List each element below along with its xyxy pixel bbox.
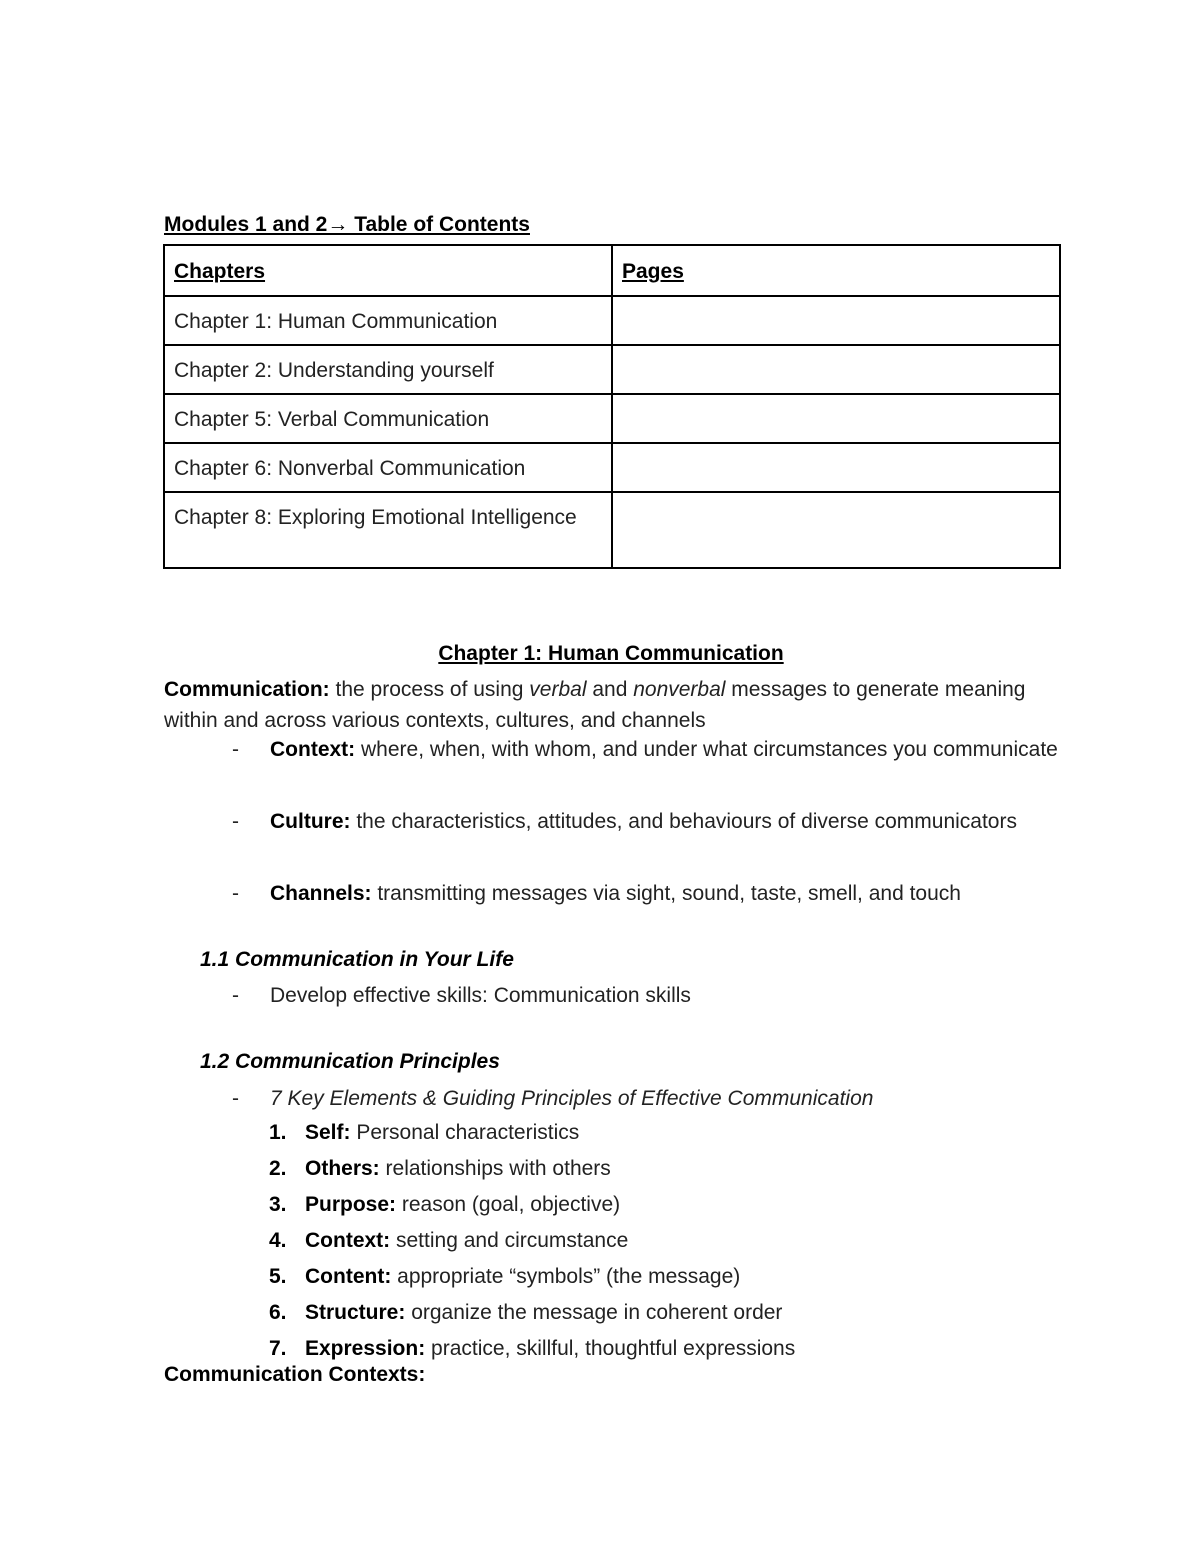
dash-bullet: - — [232, 738, 239, 761]
chapter-title: Chapter 1: Human Communication — [438, 642, 784, 665]
toc-chapter-cell: Chapter 6: Nonverbal Communication — [164, 443, 612, 492]
toc-chapter-cell: Chapter 5: Verbal Communication — [164, 394, 612, 443]
toc-row — [164, 345, 1060, 394]
numbered-item: 6. Structure: organize the message in coherent order — [269, 1301, 783, 1324]
toc-page-cell — [612, 394, 1060, 443]
numbered-item: 1. Self: Personal characteristics — [269, 1121, 580, 1144]
dash-bullet: - — [232, 984, 239, 1007]
toc-page-cell — [612, 296, 1060, 345]
document-page: Modules 1 and 2→ Table of Contents Chapters Pages Chapter 1: Human Communication Chapter 2: Understanding yourself Chapter 5: Verbal Communication Chapter 6: Nonverbal Communication Chapter 8: Exploring Emotional Intelligence Chapter 1: Human Communication Communication: the process of using verbal and nonverbal messages to generate meaning within and across various contexts, cultures, and channels - Context: where, when, with whom, and under what circumstances you communicate - Culture: the characteristics, attitudes, and behaviours of diverse communicators - Channels: transmitting messages via sight, sound, taste, smell, and touch 1.1 Communication in Your Life - Develop effective skills: Communication skills 1.2 Communication Principles - 7 Key Elements & Guiding Principles of Effective Communication 1. Self: Personal characteristics 2. Others: relationships with others 3. Purpose: reason (goal, objective) 4. Context: setting and circumstance 5. Content: appropriate “symbols” (the message) 6. Structure: organize the message in coherent order 7. Expression: practice, skillful, thoughtful expressions Communication Contexts: — [0, 0, 1200, 1553]
toc-row — [164, 492, 1060, 568]
toc-row — [164, 443, 1060, 492]
section-heading-1-1: 1.1 Communication in Your Life — [200, 948, 514, 971]
numbered-item: 5. Content: appropriate “symbols” (the message) — [269, 1265, 741, 1288]
toc-header-row — [164, 245, 1060, 296]
toc-page-cell — [612, 345, 1060, 394]
toc-chapter-cell: Chapter 2: Understanding yourself — [164, 345, 612, 394]
toc-page-cell — [612, 492, 1060, 568]
communication-definition: Communication: the process of using verbal and nonverbal messages to generate meaning within and across various contexts, cultures, and channels — [164, 678, 1026, 732]
dash-bullet: - — [232, 882, 239, 905]
toc-heading: Modules 1 and 2→ Table of Contents — [164, 213, 530, 236]
dash-bullet: - — [232, 810, 239, 833]
toc-chapter-cell: Chapter 1: Human Communication — [164, 296, 612, 345]
emphasis-verbal: verbal — [529, 678, 587, 701]
toc-page-cell — [612, 443, 1060, 492]
toc-chapter-cell: Chapter 8: Exploring Emotional Intelligence — [164, 492, 612, 568]
toc-row — [164, 296, 1060, 345]
numbered-item: 3. Purpose: reason (goal, objective) — [269, 1193, 621, 1216]
numbered-item: 2. Others: relationships with others — [269, 1157, 611, 1180]
toc-row — [164, 394, 1060, 443]
section-heading-1-2: 1.2 Communication Principles — [200, 1050, 500, 1073]
dash-bullet: - — [232, 1087, 239, 1110]
communication-contexts-heading: Communication Contexts: — [164, 1363, 426, 1386]
numbered-item: 4. Context: setting and circumstance — [269, 1229, 629, 1252]
toc-col-chapters: Chapters — [164, 245, 612, 296]
toc-col-pages: Pages — [612, 245, 1060, 296]
emphasis-nonverbal: nonverbal — [633, 678, 726, 701]
definition-term: Communication: — [164, 678, 330, 701]
numbered-item: 7. Expression: practice, skillful, thoughtful expressions — [269, 1337, 796, 1360]
toc-table — [163, 244, 1061, 569]
